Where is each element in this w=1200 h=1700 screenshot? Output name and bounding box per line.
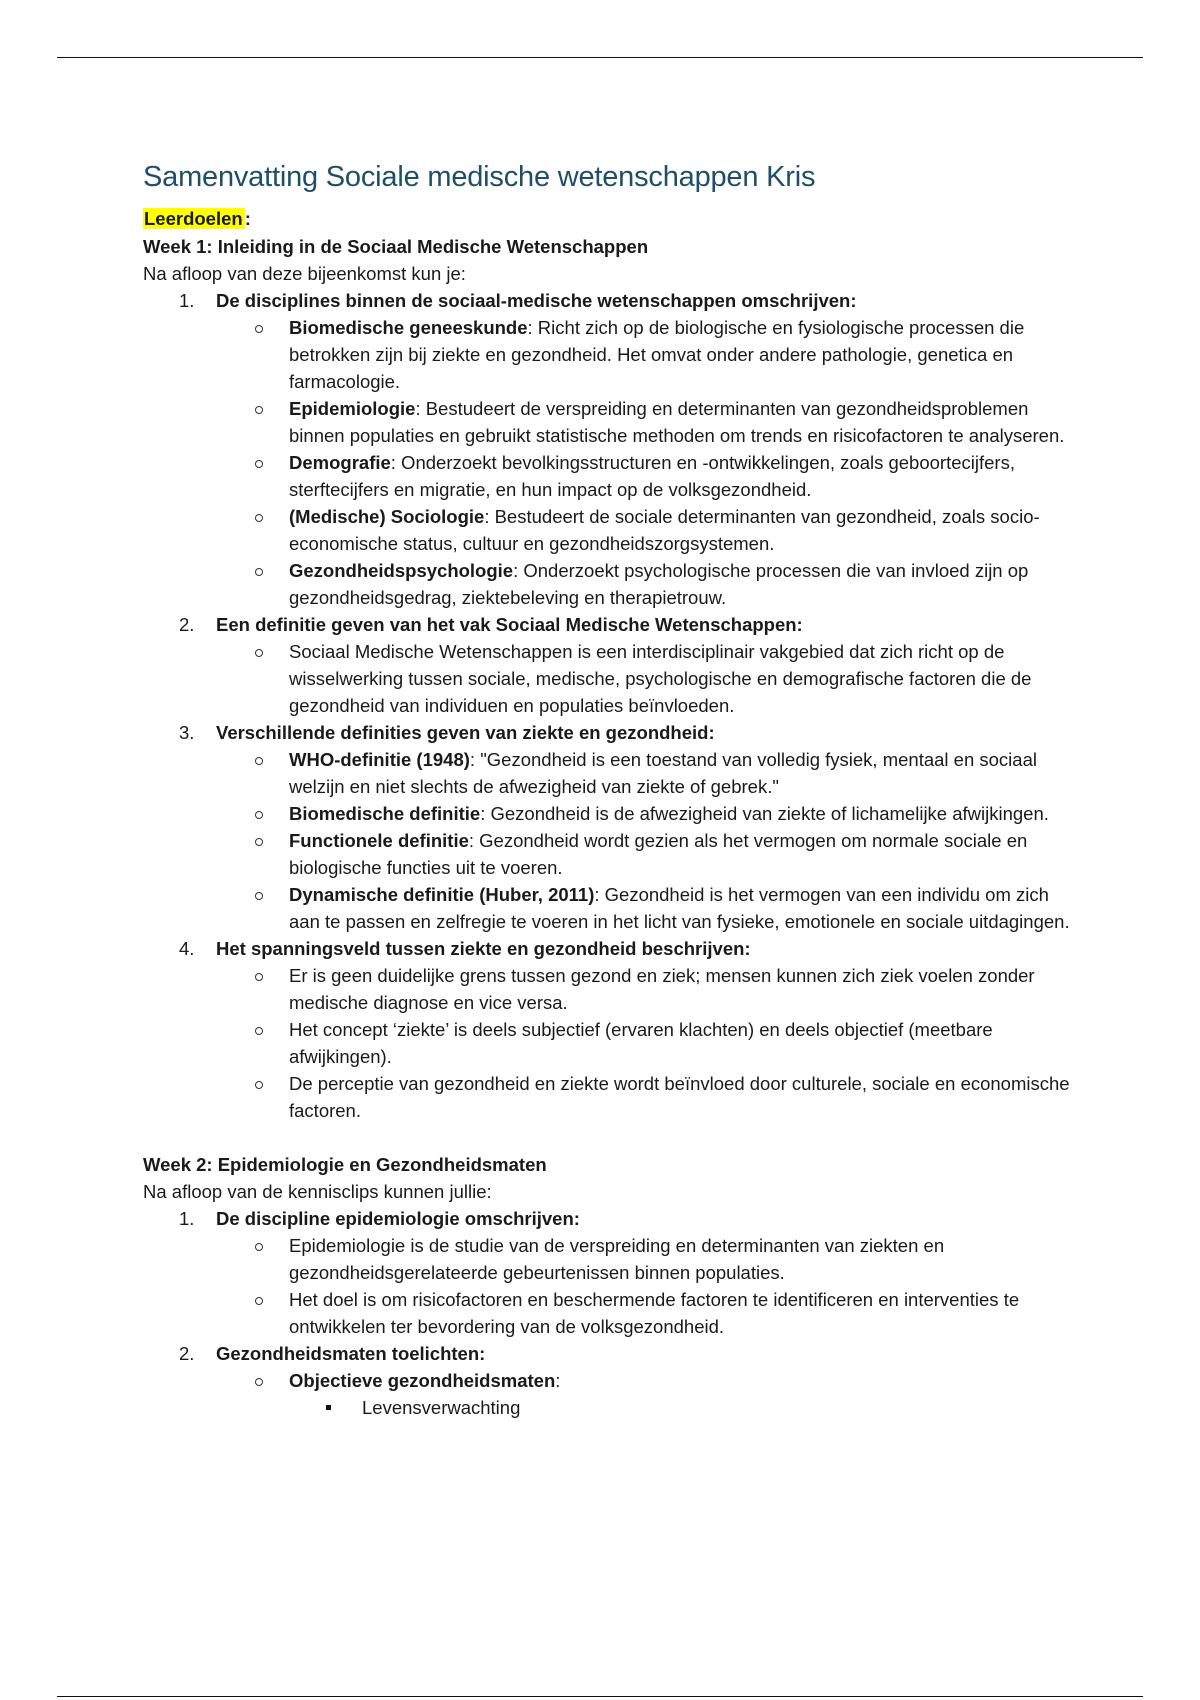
bullet-text: : Onderzoekt psychologische processen die van invloed zijn op gezondheidsgedrag, ziektebeleving en therapietrouw.: [289, 560, 1029, 608]
circle-bullet-icon: [255, 973, 263, 981]
bullet-text: : Bestudeert de verspreiding en determinanten van gezondheidsproblemen binnen populaties en gebruikt statistische methoden om trends en risicofactoren te analyseren.: [289, 398, 1065, 446]
bullet-term: Dynamische definitie (Huber, 2011): [289, 884, 595, 905]
goal-bullets: [216, 638, 1083, 719]
goals-highlight: Leerdoelen: [144, 208, 243, 229]
goal-heading: De discipline epidemiologie omschrijven:: [216, 1208, 580, 1229]
circle-bullet-icon: [255, 811, 263, 819]
list-number: 1.: [179, 1208, 195, 1229]
bullet-item: [216, 557, 1083, 611]
bullet-item: [216, 746, 1083, 800]
goal-bullets: [216, 314, 1083, 611]
week1-goal-4: [143, 935, 1083, 1124]
goal-heading: Het spanningsveld tussen ziekte en gezondheid beschrijven:: [216, 938, 751, 959]
circle-bullet-icon: [255, 1243, 263, 1251]
circle-bullet-icon: [255, 568, 263, 576]
bullet-item: [216, 1286, 1083, 1340]
bullet-text: :: [555, 1370, 561, 1391]
goal-heading: Een definitie geven van het vak Sociaal Medische Wetenschappen:: [216, 614, 803, 635]
bullet-text: De perceptie van gezondheid en ziekte wordt beïnvloed door culturele, sociale en economische factoren.: [289, 1073, 1070, 1121]
bullet-text: Sociaal Medische Wetenschappen is een interdisciplinair vakgebied dat zich richt op de wisselwerking tussen sociale, medische, psychologische en demografische factoren die de gezondheid van individuen en populaties beïnvloeden.: [289, 641, 1032, 716]
bullet-item: [216, 449, 1083, 503]
bullet-term: Objectieve gezondheidsmaten: [289, 1370, 556, 1391]
week1-goal-1: [143, 287, 1083, 611]
week2-goal-list: [143, 1205, 1083, 1421]
header-rule: [57, 57, 1143, 58]
circle-bullet-icon: [255, 325, 263, 333]
section-spacer: [143, 1124, 1083, 1151]
bullet-term: Gezondheidspsychologie: [289, 560, 514, 581]
week2-title: Week 2: Epidemiologie en Gezondheidsmaten: [143, 1154, 547, 1175]
bullet-item: [216, 962, 1083, 1016]
list-number: 2.: [179, 614, 195, 635]
bullet-item: [216, 881, 1083, 935]
bullet-term: Biomedische definitie: [289, 803, 481, 824]
goal-bullets: [216, 1367, 1083, 1421]
goal-heading: Verschillende definities geven van ziekte en gezondheid:: [216, 722, 715, 743]
document-body: [143, 157, 1083, 1421]
circle-bullet-icon: [255, 649, 263, 657]
bullet-item: [216, 638, 1083, 719]
list-number: 3.: [179, 722, 195, 743]
goal-bullets: [216, 746, 1083, 935]
week1-title: Week 1: Inleiding in de Sociaal Medische Wetenschappen: [143, 236, 649, 257]
bullet-term: Biomedische geneeskunde: [289, 317, 528, 338]
bullet-item: [216, 314, 1083, 395]
circle-bullet-icon: [255, 1081, 263, 1089]
sub-bullets: [289, 1394, 1083, 1421]
circle-bullet-icon: [255, 1378, 263, 1386]
bullet-item: [216, 395, 1083, 449]
bullet-term: Epidemiologie: [289, 398, 416, 419]
bullet-text: : Gezondheid is de afwezigheid van ziekte of lichamelijke afwijkingen.: [480, 803, 1049, 824]
circle-bullet-icon: [255, 460, 263, 468]
goals-heading: [143, 205, 1083, 233]
bullet-text: : Richt zich op de biologische en fysiologische processen die betrokken zijn bij ziekte en gezondheid. Het omvat onder andere pathologie, genetica en farmacologie.: [289, 317, 1025, 392]
sub-bullet-item: [289, 1394, 1083, 1421]
circle-bullet-icon: [255, 838, 263, 846]
document-title: Samenvatting Sociale medische wetenschappen Kris: [143, 161, 816, 193]
goal-heading: Gezondheidsmaten toelichten:: [216, 1343, 486, 1364]
bullet-text: Het doel is om risicofactoren en beschermende factoren te identificeren en interventies te ontwikkelen ter bevordering van de volksgezondheid.: [289, 1289, 1020, 1337]
week1-goal-list: [143, 287, 1083, 1124]
goal-heading: De disciplines binnen de sociaal-medische wetenschappen omschrijven:: [216, 290, 857, 311]
bullet-text: Het concept ‘ziekte’ is deels subjectief (ervaren klachten) en deels objectief (meetbare afwijkingen).: [289, 1019, 993, 1067]
circle-bullet-icon: [255, 892, 263, 900]
week1-goal-3: [143, 719, 1083, 935]
bullet-text: : Onderzoekt bevolkingsstructuren en -ontwikkelingen, zoals geboortecijfers, sterftecijfers en migratie, en hun impact op de volksgezondheid.: [289, 452, 1015, 500]
bullet-term: WHO-definitie (1948): [289, 749, 470, 770]
square-bullet-icon: [326, 1405, 331, 1410]
bullet-item: [216, 1367, 1083, 1421]
sub-bullet-text: Levensverwachting: [362, 1397, 521, 1418]
bullet-item: [216, 827, 1083, 881]
bullet-text: : "Gezondheid is een toestand van volledig fysiek, mentaal en sociaal welzijn en niet slechts de afwezigheid van ziekte of gebrek.": [289, 749, 1037, 797]
week1-intro: Na afloop van deze bijeenkomst kun je:: [143, 263, 466, 284]
footer-rule: [57, 1696, 1143, 1697]
week2-intro: Na afloop van de kennisclips kunnen jullie:: [143, 1181, 492, 1202]
circle-bullet-icon: [255, 1027, 263, 1035]
bullet-text: Epidemiologie is de studie van de verspreiding en determinanten van ziekten en gezondheidsgerelateerde gebeurtenissen binnen populaties.: [289, 1235, 945, 1283]
bullet-item: [216, 1016, 1083, 1070]
list-number: 2.: [179, 1343, 195, 1364]
bullet-text: : Gezondheid is het vermogen van een individu om zich aan te passen en zelfregie te voeren in het licht van fysieke, emotionele en sociale uitdagingen.: [289, 884, 1070, 932]
bullet-item: [216, 503, 1083, 557]
circle-bullet-icon: [255, 514, 263, 522]
circle-bullet-icon: [255, 1297, 263, 1305]
bullet-text: : Gezondheid wordt gezien als het vermogen om normale sociale en biologische functies uit te voeren.: [289, 830, 1028, 878]
goals-colon: :: [244, 208, 251, 229]
goal-bullets: [216, 962, 1083, 1124]
list-number: 4.: [179, 938, 195, 959]
bullet-term: Demografie: [289, 452, 391, 473]
bullet-item: [216, 1070, 1083, 1124]
goal-bullets: [216, 1232, 1083, 1340]
week1-goal-2: [143, 611, 1083, 719]
bullet-text: : Bestudeert de sociale determinanten van gezondheid, zoals socio-economische status, cultuur en gezondheidszorgsystemen.: [289, 506, 1040, 554]
circle-bullet-icon: [255, 406, 263, 414]
bullet-term: Functionele definitie: [289, 830, 469, 851]
bullet-text: Er is geen duidelijke grens tussen gezond en ziek; mensen kunnen zich ziek voelen zonder medische diagnose en vice versa.: [289, 965, 1035, 1013]
week2-goal-1: [143, 1205, 1083, 1340]
week2-goal-2: [143, 1340, 1083, 1421]
bullet-item: [216, 1232, 1083, 1286]
bullet-item: [216, 800, 1083, 827]
circle-bullet-icon: [255, 757, 263, 765]
list-number: 1.: [179, 290, 195, 311]
bullet-term: (Medische) Sociologie: [289, 506, 485, 527]
